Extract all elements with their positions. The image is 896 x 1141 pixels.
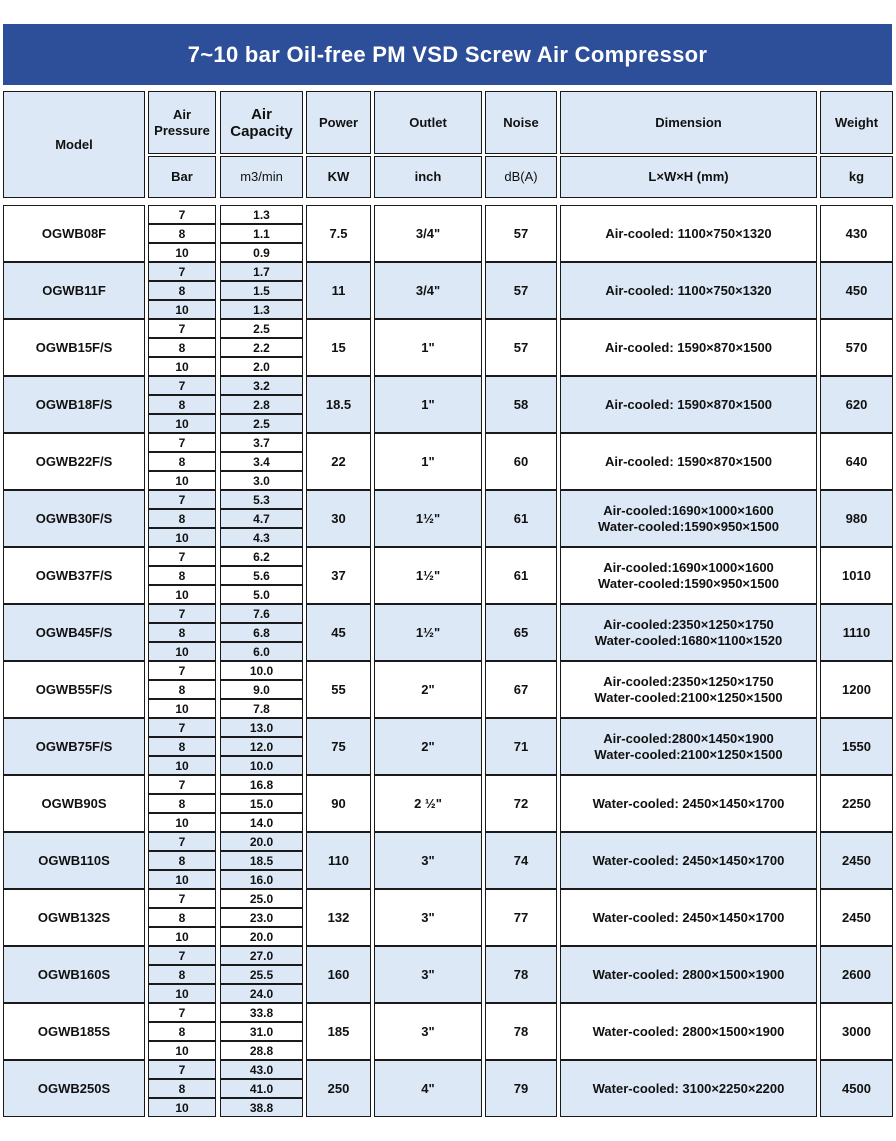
power-cell: 185 [306, 1003, 371, 1060]
capacity-cell: 13.0 [220, 718, 303, 737]
header-noise: Noise [485, 91, 557, 154]
pressure-cell: 7 [148, 490, 216, 509]
outlet-cell: 1½" [374, 604, 482, 661]
pressure-cell: 7 [148, 889, 216, 908]
pressure-cell: 8 [148, 794, 216, 813]
dimension-cell [560, 490, 817, 547]
outlet-cell: 2" [374, 718, 482, 775]
header-power: Power [306, 91, 371, 154]
capacity-cell: 4.3 [220, 528, 303, 547]
header-outlet: Outlet [374, 91, 482, 154]
dimension-line: Water-cooled: 3100×2250×2200 [592, 1080, 785, 1096]
weight-cell: 3000 [820, 1003, 893, 1060]
header-dimension: Dimension [560, 91, 817, 154]
capacity-cell: 4.7 [220, 509, 303, 528]
dimension-line: Water-cooled:1590×950×1500 [598, 575, 779, 591]
pressure-cell: 10 [148, 984, 216, 1003]
pressure-cell: 8 [148, 281, 216, 300]
capacity-cell: 9.0 [220, 680, 303, 699]
weight-cell: 2450 [820, 889, 893, 946]
noise-cell: 79 [485, 1060, 557, 1117]
pressure-cell: 10 [148, 357, 216, 376]
capacity-cell: 1.3 [220, 205, 303, 224]
dimension-line: Air-cooled: 1590×870×1500 [605, 339, 772, 355]
unit-weight: kg [820, 156, 893, 198]
weight-cell: 450 [820, 262, 893, 319]
dimension-line: Water-cooled:2100×1250×1500 [594, 746, 783, 762]
capacity-cell: 5.0 [220, 585, 303, 604]
model-cell: OGWB185S [3, 1003, 145, 1060]
pressure-cell: 7 [148, 433, 216, 452]
dimension-cell [560, 946, 817, 1003]
weight-cell: 1550 [820, 718, 893, 775]
dimension-line: Water-cooled: 2450×1450×1700 [592, 852, 785, 868]
header-weight: Weight [820, 91, 893, 154]
weight-cell: 2250 [820, 775, 893, 832]
noise-cell: 57 [485, 319, 557, 376]
capacity-cell: 3.0 [220, 471, 303, 490]
pressure-cell: 8 [148, 908, 216, 927]
power-cell: 55 [306, 661, 371, 718]
capacity-cell: 28.8 [220, 1041, 303, 1060]
noise-cell: 65 [485, 604, 557, 661]
weight-cell: 1110 [820, 604, 893, 661]
pressure-cell: 8 [148, 851, 216, 870]
capacity-cell: 20.0 [220, 927, 303, 946]
model-cell: OGWB132S [3, 889, 145, 946]
weight-cell: 2450 [820, 832, 893, 889]
capacity-cell: 3.4 [220, 452, 303, 471]
dimension-line: Water-cooled:2100×1250×1500 [594, 689, 783, 705]
outlet-cell: 1½" [374, 490, 482, 547]
noise-cell: 67 [485, 661, 557, 718]
page-title: 7~10 bar Oil-free PM VSD Screw Air Compressor [3, 24, 892, 85]
capacity-cell: 10.0 [220, 756, 303, 775]
dimension-line: Water-cooled:1680×1100×1520 [594, 632, 783, 648]
capacity-cell: 31.0 [220, 1022, 303, 1041]
pressure-cell: 8 [148, 623, 216, 642]
capacity-cell: 3.7 [220, 433, 303, 452]
dimension-line: Air-cooled: 1100×750×1320 [605, 225, 772, 241]
dimension-line: Water-cooled: 2450×1450×1700 [592, 909, 785, 925]
dimension-cell [560, 205, 817, 262]
noise-cell: 78 [485, 1003, 557, 1060]
pressure-cell: 10 [148, 1041, 216, 1060]
pressure-cell: 8 [148, 338, 216, 357]
pressure-cell: 7 [148, 262, 216, 281]
dimension-cell [560, 604, 817, 661]
capacity-cell: 2.5 [220, 414, 303, 433]
model-cell: OGWB15F/S [3, 319, 145, 376]
noise-cell: 71 [485, 718, 557, 775]
pressure-cell: 10 [148, 414, 216, 433]
dimension-cell [560, 1003, 817, 1060]
pressure-cell: 7 [148, 376, 216, 395]
capacity-cell: 3.2 [220, 376, 303, 395]
model-cell: OGWB30F/S [3, 490, 145, 547]
dimension-line: Water-cooled:1590×950×1500 [598, 518, 779, 534]
pressure-cell: 8 [148, 1079, 216, 1098]
model-cell: OGWB250S [3, 1060, 145, 1117]
capacity-cell: 2.5 [220, 319, 303, 338]
power-cell: 45 [306, 604, 371, 661]
dimension-line: Air-cooled: 1590×870×1500 [605, 396, 772, 412]
capacity-cell: 25.0 [220, 889, 303, 908]
pressure-cell: 7 [148, 1060, 216, 1079]
pressure-cell: 7 [148, 718, 216, 737]
capacity-cell: 20.0 [220, 832, 303, 851]
power-cell: 250 [306, 1060, 371, 1117]
noise-cell: 72 [485, 775, 557, 832]
header-model: Model [3, 91, 145, 198]
noise-cell: 58 [485, 376, 557, 433]
header-air-capacity: Air Capacity [220, 91, 303, 154]
pressure-cell: 7 [148, 832, 216, 851]
unit-dimension: L×W×H (mm) [560, 156, 817, 198]
capacity-cell: 2.0 [220, 357, 303, 376]
pressure-cell: 10 [148, 1098, 216, 1117]
noise-cell: 61 [485, 547, 557, 604]
pressure-cell: 10 [148, 927, 216, 946]
dimension-line: Air-cooled:2350×1250×1750 [603, 616, 774, 632]
weight-cell: 640 [820, 433, 893, 490]
capacity-cell: 6.8 [220, 623, 303, 642]
noise-cell: 60 [485, 433, 557, 490]
model-cell: OGWB75F/S [3, 718, 145, 775]
outlet-cell: 1" [374, 433, 482, 490]
dimension-line: Air-cooled: 1590×870×1500 [605, 453, 772, 469]
pressure-cell: 10 [148, 300, 216, 319]
capacity-cell: 23.0 [220, 908, 303, 927]
capacity-cell: 14.0 [220, 813, 303, 832]
dimension-line: Water-cooled: 2800×1500×1900 [592, 966, 785, 982]
capacity-cell: 12.0 [220, 737, 303, 756]
pressure-cell: 10 [148, 528, 216, 547]
pressure-cell: 10 [148, 471, 216, 490]
capacity-cell: 7.8 [220, 699, 303, 718]
outlet-cell: 3" [374, 889, 482, 946]
dimension-cell [560, 718, 817, 775]
capacity-cell: 15.0 [220, 794, 303, 813]
noise-cell: 78 [485, 946, 557, 1003]
capacity-cell: 43.0 [220, 1060, 303, 1079]
pressure-cell: 10 [148, 813, 216, 832]
capacity-cell: 16.0 [220, 870, 303, 889]
pressure-cell: 7 [148, 205, 216, 224]
pressure-cell: 7 [148, 946, 216, 965]
pressure-cell: 10 [148, 585, 216, 604]
capacity-cell: 0.9 [220, 243, 303, 262]
capacity-cell: 6.0 [220, 642, 303, 661]
weight-cell: 570 [820, 319, 893, 376]
capacity-cell: 1.7 [220, 262, 303, 281]
dimension-line: Air-cooled:2800×1450×1900 [603, 730, 774, 746]
weight-cell: 2600 [820, 946, 893, 1003]
pressure-cell: 7 [148, 604, 216, 623]
power-cell: 22 [306, 433, 371, 490]
dimension-cell [560, 832, 817, 889]
pressure-cell: 8 [148, 737, 216, 756]
outlet-cell: 4" [374, 1060, 482, 1117]
dimension-line: Water-cooled: 2450×1450×1700 [592, 795, 785, 811]
power-cell: 90 [306, 775, 371, 832]
power-cell: 110 [306, 832, 371, 889]
model-cell: OGWB18F/S [3, 376, 145, 433]
power-cell: 132 [306, 889, 371, 946]
pressure-cell: 10 [148, 870, 216, 889]
capacity-cell: 16.8 [220, 775, 303, 794]
model-cell: OGWB110S [3, 832, 145, 889]
dimension-line: Air-cooled:2350×1250×1750 [603, 673, 774, 689]
noise-cell: 74 [485, 832, 557, 889]
dimension-cell [560, 262, 817, 319]
dimension-line: Air-cooled:1690×1000×1600 [603, 502, 774, 518]
pressure-cell: 8 [148, 395, 216, 414]
capacity-cell: 41.0 [220, 1079, 303, 1098]
pressure-cell: 10 [148, 699, 216, 718]
weight-cell: 980 [820, 490, 893, 547]
outlet-cell: 3" [374, 832, 482, 889]
pressure-cell: 8 [148, 452, 216, 471]
capacity-cell: 7.6 [220, 604, 303, 623]
capacity-cell: 27.0 [220, 946, 303, 965]
model-cell: OGWB08F [3, 205, 145, 262]
capacity-cell: 25.5 [220, 965, 303, 984]
dimension-line: Water-cooled: 2800×1500×1900 [592, 1023, 785, 1039]
header-air-pressure: Air Pressure [148, 91, 216, 154]
noise-cell: 57 [485, 262, 557, 319]
dimension-line: Air-cooled: 1100×750×1320 [605, 282, 772, 298]
weight-cell: 1010 [820, 547, 893, 604]
dimension-cell [560, 376, 817, 433]
dimension-cell [560, 889, 817, 946]
noise-cell: 57 [485, 205, 557, 262]
noise-cell: 77 [485, 889, 557, 946]
dimension-line: Air-cooled:1690×1000×1600 [603, 559, 774, 575]
capacity-cell: 1.1 [220, 224, 303, 243]
capacity-cell: 24.0 [220, 984, 303, 1003]
dimension-cell [560, 547, 817, 604]
dimension-cell [560, 433, 817, 490]
capacity-cell: 5.6 [220, 566, 303, 585]
capacity-cell: 1.3 [220, 300, 303, 319]
weight-cell: 1200 [820, 661, 893, 718]
pressure-cell: 7 [148, 1003, 216, 1022]
capacity-cell: 18.5 [220, 851, 303, 870]
model-cell: OGWB45F/S [3, 604, 145, 661]
power-cell: 30 [306, 490, 371, 547]
pressure-cell: 8 [148, 965, 216, 984]
pressure-cell: 8 [148, 224, 216, 243]
dimension-cell [560, 661, 817, 718]
capacity-cell: 2.8 [220, 395, 303, 414]
pressure-cell: 7 [148, 775, 216, 794]
weight-cell: 430 [820, 205, 893, 262]
dimension-cell [560, 1060, 817, 1117]
capacity-cell: 38.8 [220, 1098, 303, 1117]
outlet-cell: 1" [374, 319, 482, 376]
pressure-cell: 10 [148, 243, 216, 262]
capacity-cell: 5.3 [220, 490, 303, 509]
capacity-cell: 1.5 [220, 281, 303, 300]
power-cell: 18.5 [306, 376, 371, 433]
weight-cell: 620 [820, 376, 893, 433]
power-cell: 160 [306, 946, 371, 1003]
model-cell: OGWB22F/S [3, 433, 145, 490]
unit-noise: dB(A) [485, 156, 557, 198]
outlet-cell: 1" [374, 376, 482, 433]
pressure-cell: 7 [148, 319, 216, 338]
pressure-cell: 10 [148, 642, 216, 661]
capacity-cell: 2.2 [220, 338, 303, 357]
pressure-cell: 8 [148, 1022, 216, 1041]
model-cell: OGWB11F [3, 262, 145, 319]
pressure-cell: 8 [148, 680, 216, 699]
power-cell: 37 [306, 547, 371, 604]
model-cell: OGWB160S [3, 946, 145, 1003]
unit-power: KW [306, 156, 371, 198]
unit-capacity: m3/min [220, 156, 303, 198]
weight-cell: 4500 [820, 1060, 893, 1117]
power-cell: 7.5 [306, 205, 371, 262]
outlet-cell: 3/4" [374, 262, 482, 319]
power-cell: 15 [306, 319, 371, 376]
model-cell: OGWB37F/S [3, 547, 145, 604]
power-cell: 11 [306, 262, 371, 319]
outlet-cell: 2" [374, 661, 482, 718]
capacity-cell: 10.0 [220, 661, 303, 680]
model-cell: OGWB55F/S [3, 661, 145, 718]
pressure-cell: 7 [148, 547, 216, 566]
unit-bar: Bar [148, 156, 216, 198]
dimension-cell [560, 319, 817, 376]
pressure-cell: 10 [148, 756, 216, 775]
power-cell: 75 [306, 718, 371, 775]
unit-outlet: inch [374, 156, 482, 198]
outlet-cell: 3" [374, 946, 482, 1003]
capacity-cell: 6.2 [220, 547, 303, 566]
model-cell: OGWB90S [3, 775, 145, 832]
noise-cell: 61 [485, 490, 557, 547]
outlet-cell: 1½" [374, 547, 482, 604]
pressure-cell: 8 [148, 509, 216, 528]
outlet-cell: 3" [374, 1003, 482, 1060]
outlet-cell: 3/4" [374, 205, 482, 262]
pressure-cell: 8 [148, 566, 216, 585]
capacity-cell: 33.8 [220, 1003, 303, 1022]
pressure-cell: 7 [148, 661, 216, 680]
dimension-cell [560, 775, 817, 832]
outlet-cell: 2 ½" [374, 775, 482, 832]
